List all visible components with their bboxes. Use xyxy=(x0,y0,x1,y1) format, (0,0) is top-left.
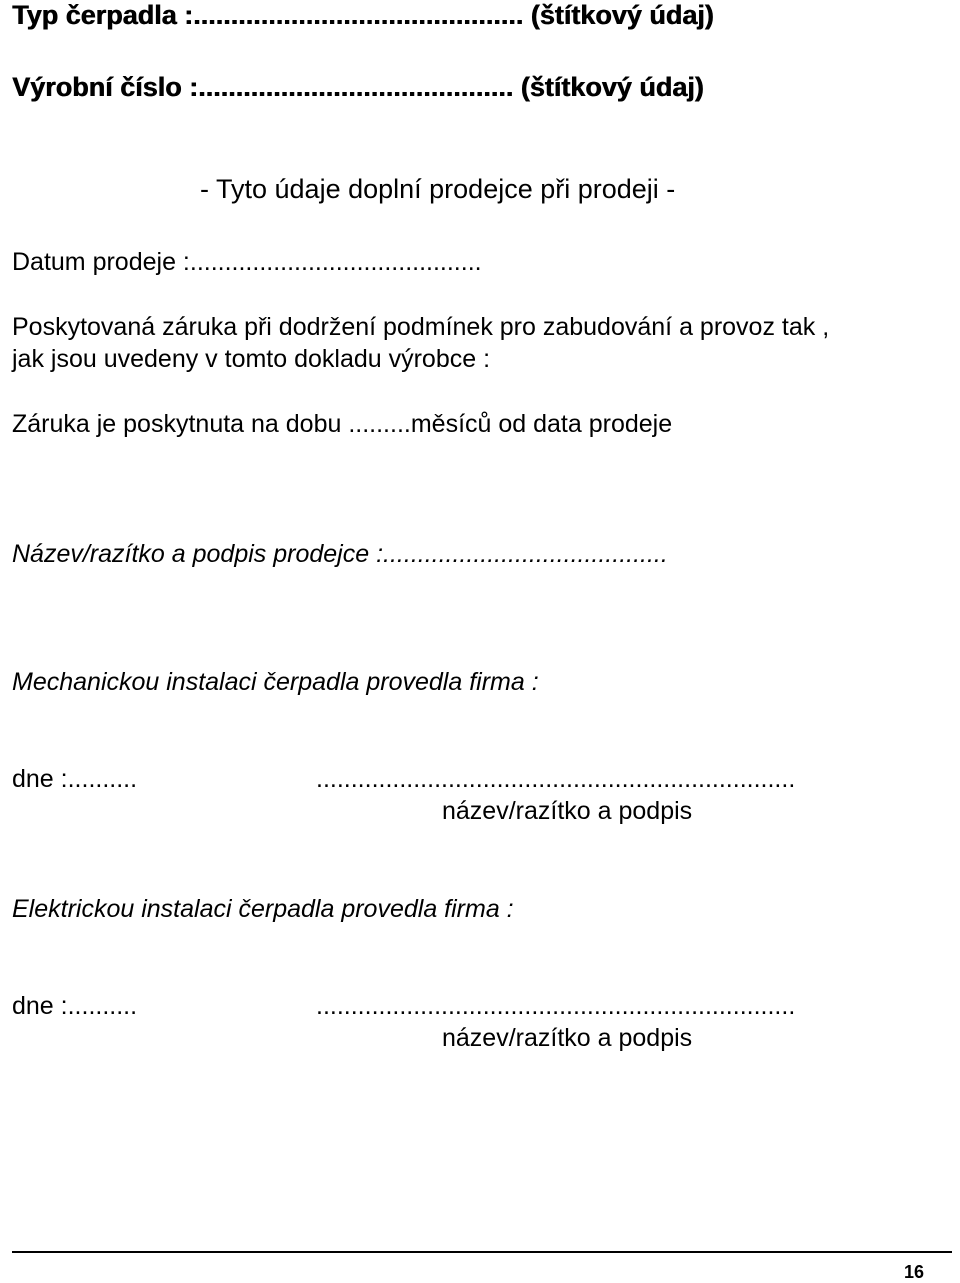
mechanical-signature-line: ..................................................................... xyxy=(316,765,796,793)
electrical-installation-title: Elektrickou instalaci čerpadla provedla firma : xyxy=(12,895,514,923)
serial-number-line: Výrobní číslo :.......................................... (štítkový údaj) xyxy=(12,72,704,102)
mechanical-installation-title: Mechanickou instalaci čerpadla provedla firma : xyxy=(12,668,539,696)
seller-notice: - Tyto údaje doplní prodejce při prodeji - xyxy=(200,174,676,204)
mechanical-signature-label: název/razítko a podpis xyxy=(442,797,693,825)
warranty-text-line-2: jak jsou uvedeny v tomto dokladu výrobce : xyxy=(12,345,491,373)
mechanical-date-line: dne :.......... xyxy=(12,765,138,793)
electrical-signature-label: název/razítko a podpis xyxy=(442,1024,693,1052)
warranty-period-line: Záruka je poskytnuta na dobu .........měsíců od data prodeje xyxy=(12,410,673,438)
electrical-signature-line: ..................................................................... xyxy=(316,992,796,1020)
electrical-date-line: dne :.......... xyxy=(12,992,138,1020)
sale-date-line: Datum prodeje :.......................................... xyxy=(12,248,482,276)
seller-stamp-line: Název/razítko a podpis prodejce :......................................... xyxy=(12,540,668,568)
pump-type-line: Typ čerpadla :............................................ (štítkový údaj) xyxy=(12,0,714,30)
footer-divider xyxy=(12,1251,952,1253)
warranty-text-line-1: Poskytovaná záruka při dodržení podmínek pro zabudování a provoz tak , xyxy=(12,313,830,341)
page-number: 16 xyxy=(903,1262,924,1282)
